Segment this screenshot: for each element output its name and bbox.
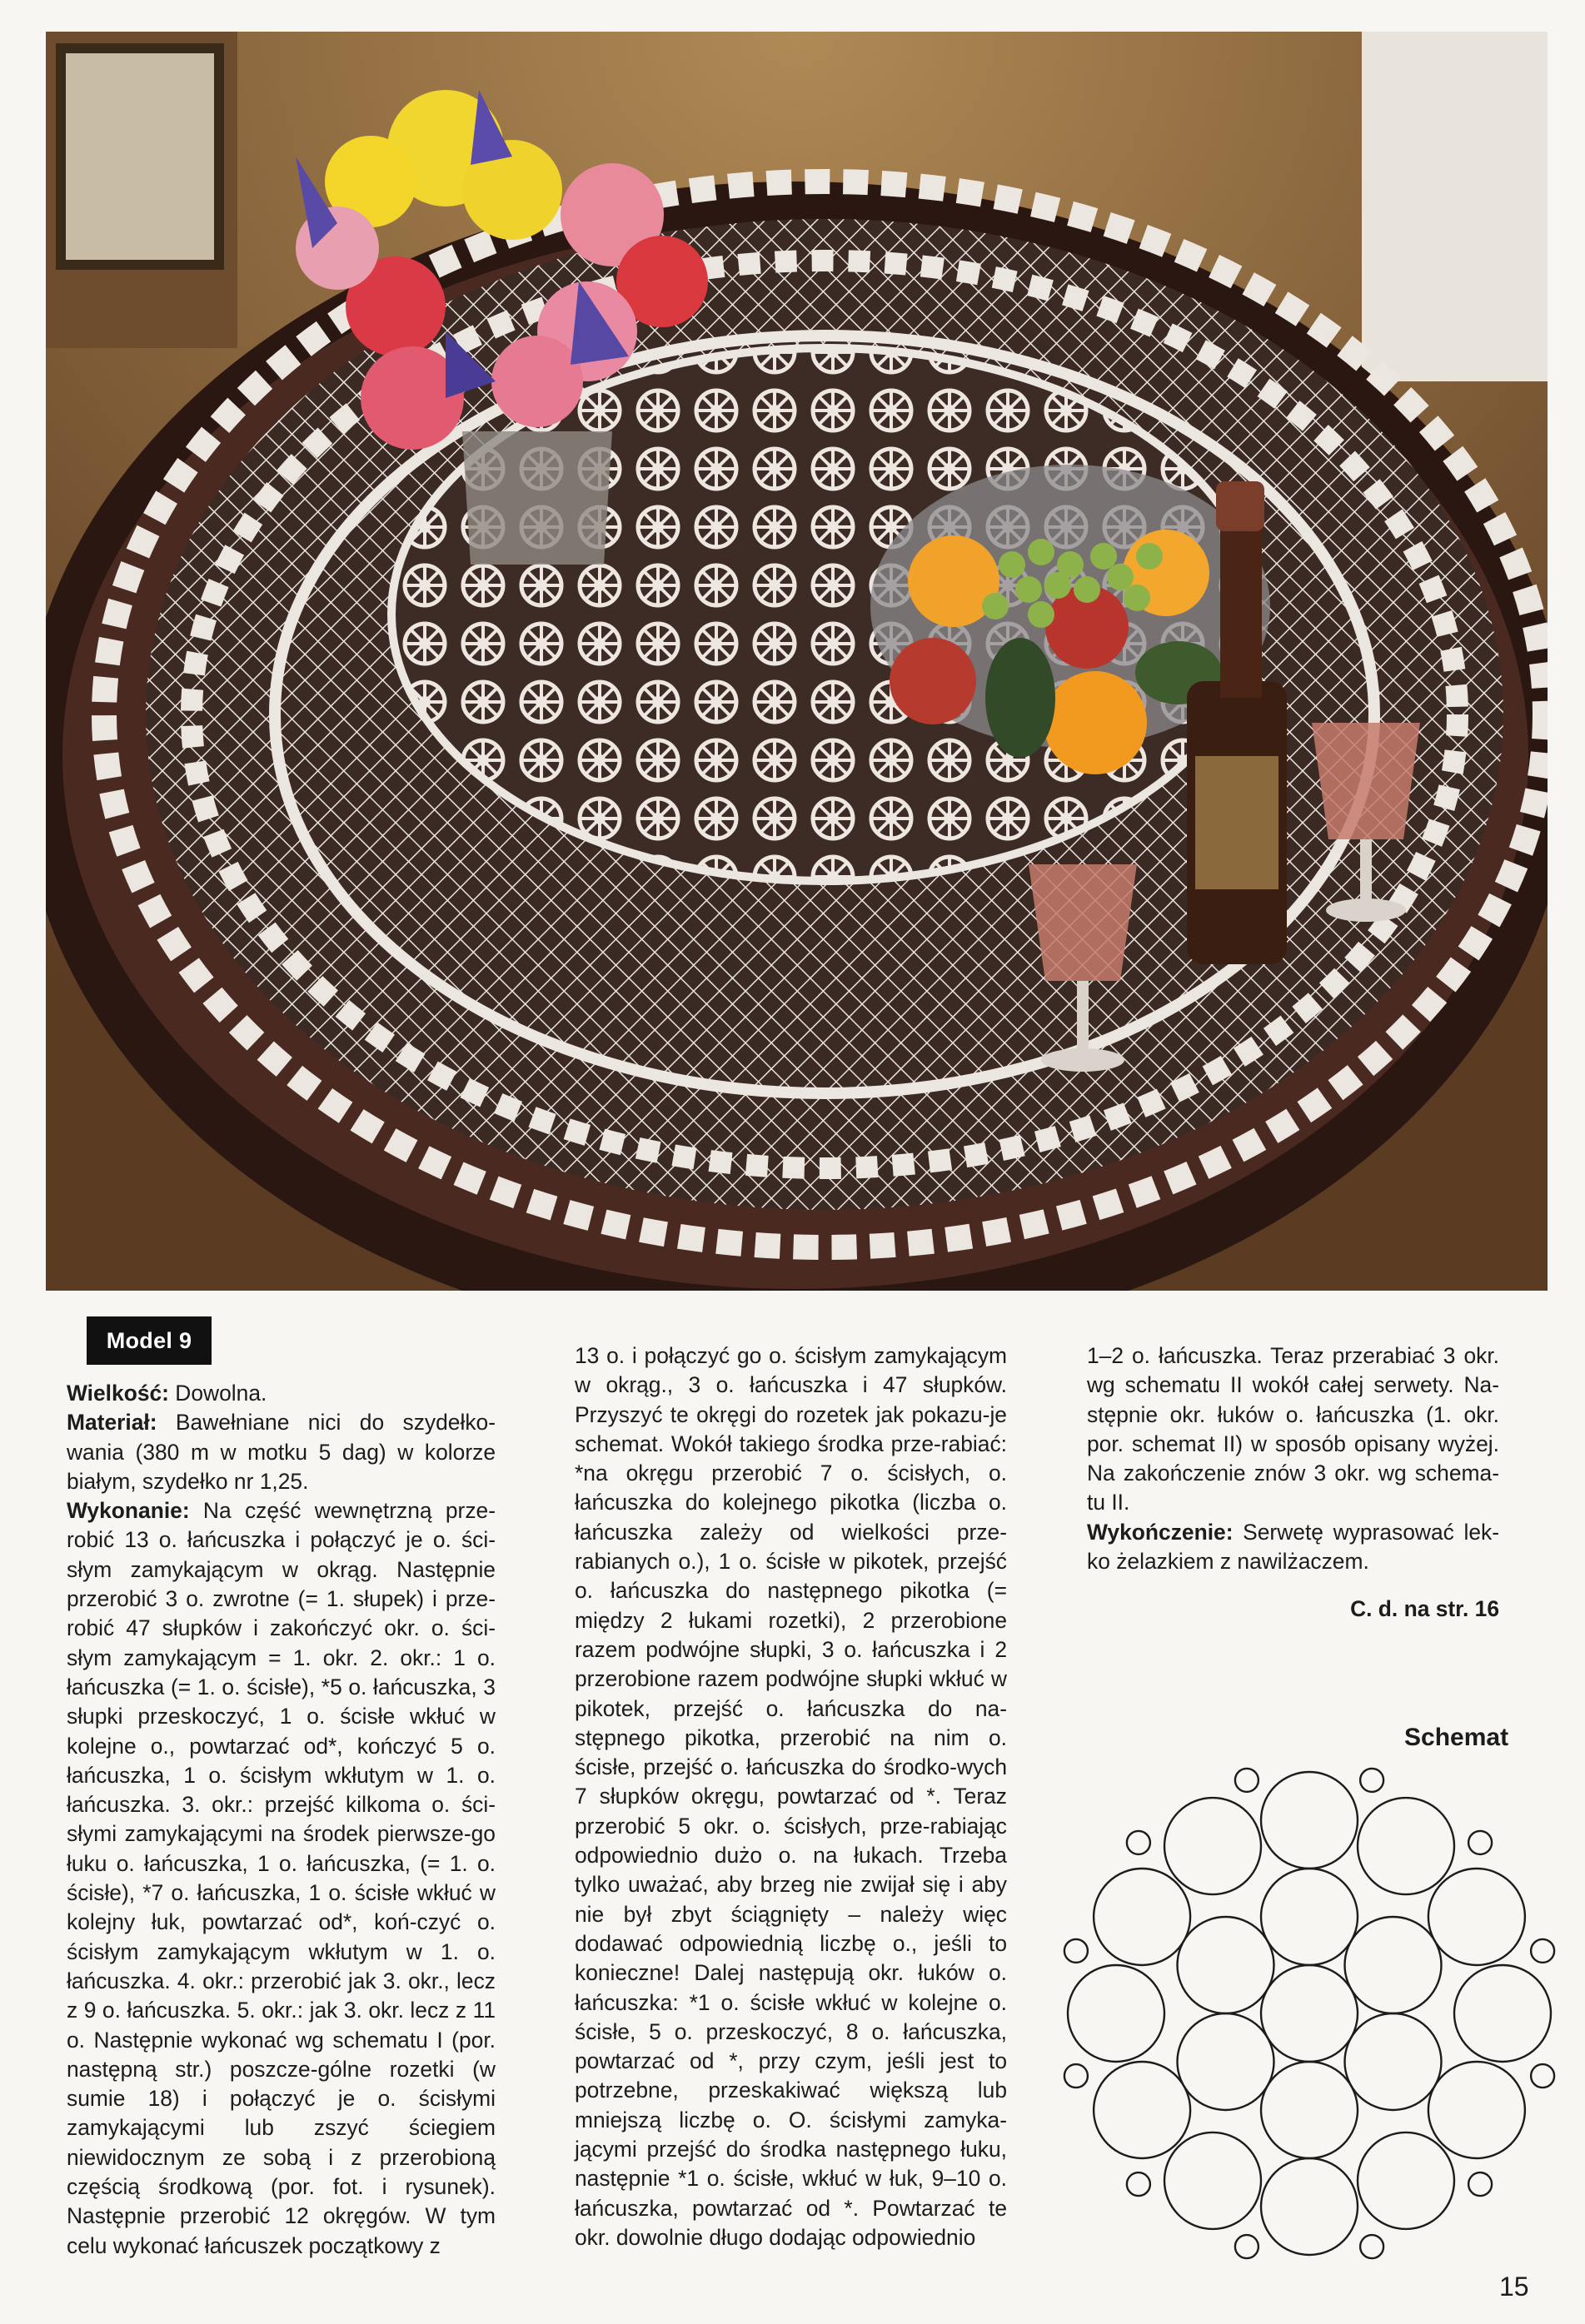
schemat-inner-rosette: [1345, 2013, 1442, 2110]
size-label: Wielkość:: [67, 1381, 169, 1406]
finish-value: Serwetę wyprasować lek-ko żelazkiem z nawilżaczem.: [1087, 1519, 1499, 1575]
schemat-outer-rosette: [1358, 2132, 1454, 2229]
schemat-diagram: [1051, 1755, 1568, 2272]
schemat-outer-rosette: [1094, 1869, 1190, 1965]
schemat-outer-rosette: [1261, 2158, 1358, 2255]
schemat-outer-rosette: [1454, 1965, 1551, 2062]
schemat-outer-rosette: [1094, 2062, 1190, 2158]
schemat-picot: [1064, 2064, 1088, 2088]
crochet-tablecloth-photo: [46, 32, 1548, 1291]
work-label: Wykonanie:: [67, 1498, 190, 1524]
schemat-title: Schemat: [1404, 1724, 1509, 1751]
schemat-inner-rosette: [1345, 1917, 1442, 2013]
schemat-center-circle: [1261, 1965, 1358, 2062]
model-badge: Model 9: [87, 1316, 212, 1365]
column-2-text: 13 o. i połączyć go o. ścisłym zamykającym w okrąg., 3 o. łańcuszka i 47 słupków. Przyszyć te okręgi do rozetek jak pokazu-je schemat. Wokół takiego środka prze-rabiać: *na okręgu przerobić 7 o. ścisłych, o. łańcuszka do kolejnego pikotka (liczba o. łańcuszka zależy od wielkości prze-rabianych o.), 1 o. ścisłe w pikotek, przejść o. łańcuszka do następnego pikotka (= między 2 łukami rozetki), 2 przerobione razem podwójne słupki, 3 o. łańcuszka i 2 przerobione razem podwójne słupki wkłuć w pikotek, przejść o. łańcuszka do na-stępnego pikotka, przerobić na nim o. ścisłe, przejść o. łańcuszka do środko-wych 7 słupków okręgu, powtarzać od *. Teraz przerobić 5 okr. o. ścisłych, prze-rabiając odpowiednio dużo o. na łukach. Trzeba tylko uważać, aby brzeg nie zwijał się i aby nie był zbyt ściągnięty – należy więc dodawać odpowiednią liczbę o., jeśli to konieczne! Dalej następują okr. łuków o. łańcuszka: *1 o. ścisłe wkłuć w kolejne o. ścisłe, 5 o. przeskoczyć, 8 o. łańcuszka, powtarzać od *, przy czym, jeśli jest to potrzebne, przeskakiwać większą lub mniejszą liczbę o. O. ścisłymi zamyka-jącymi przejść do środka następnego łuku, następnie *1 o. ścisłe, wkłuć w łuk, 9–10 o. łańcuszka, powtarzać od *. Powtarzać te okr. dowolnie długo dodając odpowiednio: [575, 1343, 1007, 2250]
schemat-inner-rosette: [1178, 2013, 1274, 2110]
schemat-picot: [1127, 2172, 1150, 2196]
column-3: [1087, 1341, 1499, 1625]
schemat-picot: [1235, 2235, 1259, 2258]
schemat-outer-rosette: [1261, 1772, 1358, 1869]
schemat-picot: [1360, 1769, 1383, 1792]
schemat-picot: [1235, 1769, 1259, 1792]
schemat-picot: [1064, 1939, 1088, 1963]
schemat-picot: [1531, 2064, 1554, 2088]
column-3-text: 1–2 o. łańcuszka. Teraz przerabiać 3 okr. wg schematu II wokół całej serwety. Na-stępnie okr. łuków o. łańcuszka (1. okr. por. schemat II) w sposób opisany wyżej. Na zakończenie znów 3 okr. wg schema-tu II.: [1087, 1343, 1499, 1515]
schemat-outer-rosette: [1164, 2132, 1261, 2229]
schemat-picot: [1468, 1831, 1492, 1854]
schemat-picot: [1531, 1939, 1554, 1963]
finish-label: Wykończenie:: [1087, 1519, 1234, 1545]
schemat-outer-rosette: [1164, 1798, 1261, 1894]
page-number: 15: [1499, 2272, 1529, 2302]
schemat-outer-rosette: [1358, 1798, 1454, 1894]
schemat-outer-rosette: [1068, 1965, 1164, 2062]
schemat-outer-rosette: [1428, 1869, 1525, 1965]
schemat-inner-rosette: [1178, 1917, 1274, 2013]
size-value: Dowolna.: [168, 1381, 267, 1406]
schemat-picot: [1127, 1831, 1150, 1854]
schemat-inner-rosette: [1261, 1869, 1358, 1965]
schemat-inner-rosette: [1261, 2062, 1358, 2158]
continued-note: C. d. na str. 16: [1350, 1596, 1499, 1622]
schemat-outer-rosette: [1428, 2062, 1525, 2158]
schemat-picot: [1360, 2235, 1383, 2258]
schemat-picot: [1468, 2172, 1492, 2196]
work-value: Na część wewnętrzną prze-robić 13 o. łańcuszka i połączyć je o. ści-słym zamykającym w okrąg. Następnie przerobić 3 o. zwrotne (= 1. słupek) i prze-robić 47 słupków i zakończyć okr. o. ści-słym zamykającym = 1. okr. 2. okr.: 1 o. łańcuszka (= 1. o. ścisłe), *5 o. łańcuszka, 3 słupki przeskoczyć, 1 o. ścisłe wkłuć w kolejne o., powtarzać od*, kończyć 5 o. łańcuszka, 1 o. ścisłym wkłutym w 1. o. łańcuszka. 3. okr.: przejść kilkoma o. ści-słymi zamykającymi na środek pierwsze-go łuku o. łańcuszka, 1 o. łańcuszka, (= 1. o. ścisłe), *7 o. łańcuszka, 1 o. ścisłe wkłuć w kolejny łuk, powtarzać od*, koń-czyć o. ścisłym zamykającym wkłutym w 1. o. łańcuszka. 4. okr.: przerobić jak 3. okr., lecz z 9 o. łańcuszka. 5. okr.: jak 3. okr. lecz z 11 o. Następnie wykonać wg schematu I (por. następną str.) poszcze-gólne rozetki (w sumie 18) i połączyć je o. ścisłymi zamykającymi lub zszyć ściegiem niewidocznym ze sobą i z przerobioną częścią środkową (por. fot. i rysunek). Następnie przerobić 12 okręgów. W tym celu wykonać łańcuszek początkowy z: [67, 1498, 496, 2258]
material-value: Bawełniane nici do szydełko-wania (380 m w motku 5 dag) w kolorze białym, szydełko nr 1,25.: [67, 1410, 496, 1494]
column-2: [575, 1341, 1007, 2252]
material-label: Materiał:: [67, 1410, 157, 1436]
column-1: [67, 1379, 496, 2261]
